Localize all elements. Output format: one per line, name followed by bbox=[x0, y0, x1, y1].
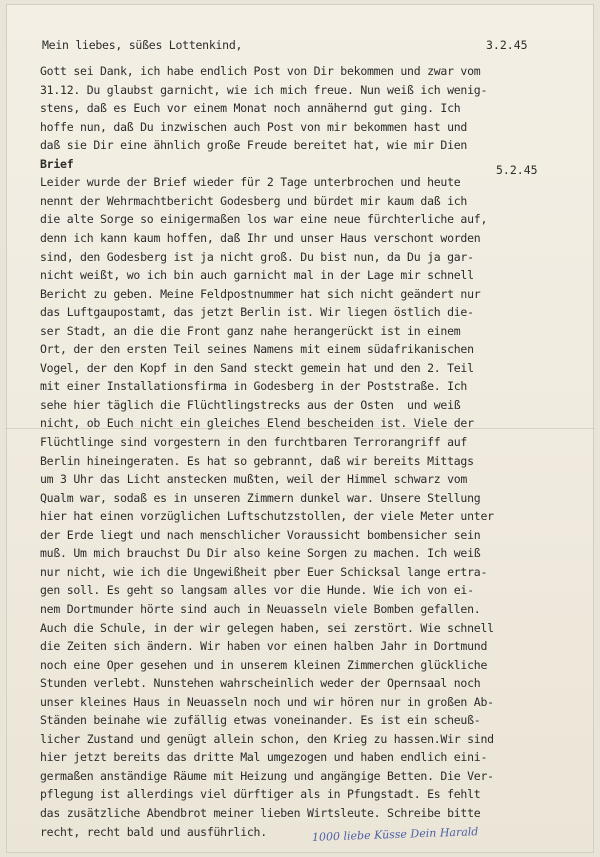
letter-line: Vogel, der den Kopf in den Sand steckt gemein hat und den 2. Teil bbox=[40, 361, 474, 375]
letter-line: unser kleines Haus in Neuasseln noch und wir hören nur in großen Ab- bbox=[40, 695, 494, 709]
letter-line: Ort, der den ersten Teil seines Namens mit einem südafrikanischen bbox=[40, 342, 474, 356]
letter-line: noch eine Oper gesehen und in unserem kleinen Zimmerchen glückliche bbox=[40, 658, 488, 672]
letter-line: die alte Sorge so einigermaßen los war eine neue fürchterliche auf, bbox=[40, 212, 488, 226]
letter-line: das zusätzliche Abendbrot meiner lieben Wirtsleute. Schreibe bitte bbox=[40, 806, 481, 820]
letter-line: nennt der Wehrmachtbericht Godesberg und bürdet mir kaum daß ich bbox=[40, 194, 468, 208]
letter-line: nicht weißt, wo ich bin auch garnicht mal in der Lage mir schnell bbox=[40, 268, 474, 282]
letter-line: Brief bbox=[40, 157, 74, 171]
letter-line: stens, daß es Euch vor einem Monat noch annähernd gut ging. Ich bbox=[40, 101, 461, 115]
letter-line: sind, den Godesberg ist ja nicht groß. Du bist nun, da Du ja gar- bbox=[40, 250, 474, 264]
letter-line: nicht, ob Euch nicht ein gleiches Elend bescheiden ist. Viele der bbox=[40, 416, 474, 430]
letter-line: Leider wurde der Brief wieder für 2 Tage unterbrochen und heute bbox=[40, 175, 461, 189]
date-first: 3.2.45 bbox=[486, 38, 528, 52]
letter-line: licher Zustand und genügt allein schon, den Krieg zu hassen.Wir sind bbox=[40, 732, 494, 746]
letter-line: nem Dortmunder hörte sind auch in Neuasseln viele Bomben gefallen. bbox=[40, 602, 481, 616]
letter-line: germaßen anständige Räume mit Heizung und angängige Betten. Die Ver- bbox=[40, 769, 494, 783]
letter-line: Stunden verlebt. Nunstehen wahrscheinlich weder der Opernsaal noch bbox=[40, 676, 481, 690]
letter-line: ser Stadt, an die die Front ganz nahe herangerückt ist in einem bbox=[40, 324, 461, 338]
letter-line: daß sie Dir eine ähnlich große Freude bereitet hat, wie mir Dien bbox=[40, 138, 468, 152]
letter-line: Auch die Schule, in der wir gelegen haben, sei zerstört. Wie schnell bbox=[40, 621, 494, 635]
letter-line: 31.12. Du glaubst garnicht, wie ich mich freue. Nun weiß ich wenig- bbox=[40, 83, 488, 97]
letter-line: die Zeiten sich ändern. Wir haben vor einen halben Jahr in Dortmund bbox=[40, 639, 488, 653]
letter-line: Ständen beinahe wie zufällig etwas voneinander. Es ist ein scheuß- bbox=[40, 713, 481, 727]
letter-line: Berlin hineingeraten. Es hat so gebrannt, daß wir bereits Mittags bbox=[40, 454, 474, 468]
letter-line: hier hat einen vorzüglichen Luftschutzstollen, der viele Meter unter bbox=[40, 509, 494, 523]
letter-line: mit einer Installationsfirma in Godesberg in der Poststraße. Ich bbox=[40, 379, 468, 393]
salutation: Mein liebes, süßes Lottenkind, bbox=[42, 38, 243, 52]
letter-line: muß. Um mich brauchst Du Dir also keine Sorgen zu machen. Ich weiß bbox=[40, 546, 481, 560]
letter-line: pflegung ist allerdings viel dürftiger als in Pfungstadt. Es fehlt bbox=[40, 787, 481, 801]
handwritten-signature: 1000 liebe Küsse Dein Harald bbox=[311, 825, 479, 844]
letter-line: hoffe nun, daß Du inzwischen auch Post von mir bekommen hast und bbox=[40, 120, 468, 134]
letter-line: der Erde liegt und nach menschlicher Voraussicht bombensicher sein bbox=[40, 528, 481, 542]
letter-line: denn ich kann kaum hoffen, daß Ihr und unser Haus verschont worden bbox=[40, 231, 481, 245]
letter-line: recht, recht bald und ausführlich. bbox=[40, 825, 267, 839]
letter-line: Bericht zu geben. Meine Feldpostnummer hat sich nicht geändert nur bbox=[40, 287, 481, 301]
letter-line: nur nicht, wie ich die Ungewißheit pber Euer Schicksal lange ertra- bbox=[40, 565, 488, 579]
letter-line: sehe hier täglich die Flüchtlingstrecks aus der Osten und weiß bbox=[40, 398, 461, 412]
letter-line: Qualm war, sodaß es in unseren Zimmern dunkel war. Unsere Stellung bbox=[40, 491, 481, 505]
letter-line: um 3 Uhr das Licht anstecken mußten, weil der Himmel schwarz vom bbox=[40, 472, 468, 486]
letter-line: das Luftgaupostamt, das jetzt Berlin ist. Wir liegen östlich die- bbox=[40, 305, 474, 319]
letter-line: gen soll. Es geht so langsam alles vor die Hunde. Wie ich von ei- bbox=[40, 583, 474, 597]
letter-line: Flüchtlinge sind vorgestern in den furchtbaren Terrorangriff auf bbox=[40, 435, 468, 449]
letter-line: hier jetzt bereits das dritte Mal umgezogen und haben endlich eini- bbox=[40, 750, 488, 764]
date-second: 5.2.45 bbox=[496, 163, 538, 177]
letter-line: Gott sei Dank, ich habe endlich Post von Dir bekommen und zwar vom bbox=[40, 64, 481, 78]
